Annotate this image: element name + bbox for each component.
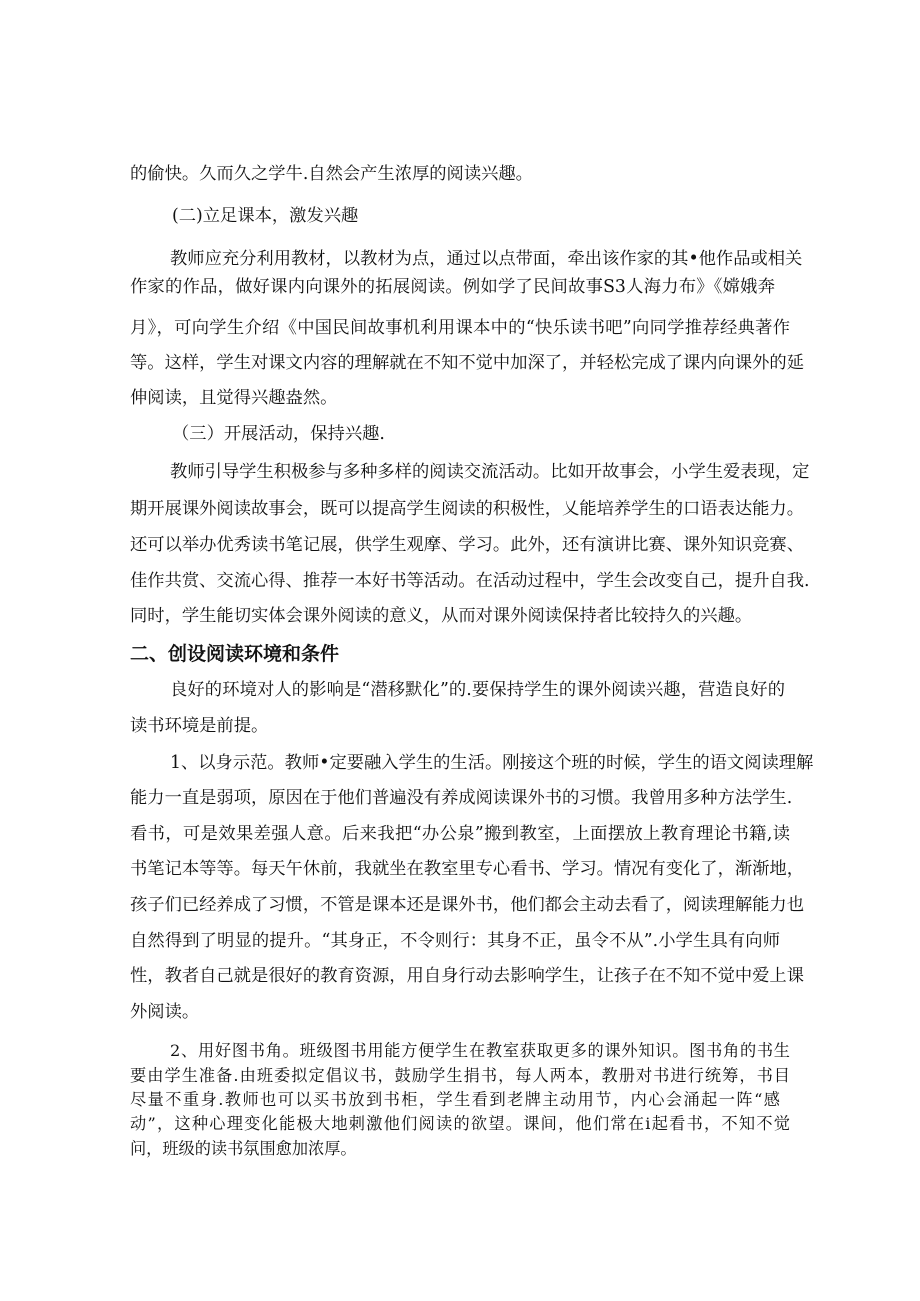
section-title: 二、创设阅读环境和条件 — [130, 643, 340, 665]
paragraph-line: 能力一直是弱项，原因在于他们普遍没有养成阅读课外书的习惯。我曾用多种方法学生. — [130, 788, 793, 808]
paragraph-line: 教师引导学生积极参与多种多样的阅读交流活动。比如开故事会，小学生爱表现，定 — [170, 462, 810, 482]
subsection-heading-3: （三）开展活动，保持兴趣. — [172, 424, 385, 444]
paragraph-line: 2、用好图书角。班级图书用能方便学生在教室获取更多的课外知识。图书角的书生 — [170, 1041, 790, 1060]
paragraph-line: 孩子们已经养成了习惯，不管是课本还是课外书，他们都会主动去看了，阅读理解能力也 — [130, 895, 804, 915]
paragraph-line: 1、以身示范。教师•定要融入学生的生活。刚接这个班的时候，学生的语文阅读理解 — [170, 753, 814, 773]
paragraph-line: 伸阅读，且觉得兴趣盎然。 — [130, 388, 338, 408]
paragraph-continuation: 的偷快。久而久之学牛.自然会产生浓厚的阅读兴趣。 — [130, 164, 533, 184]
paragraph-line: 等。这样，学生对课文内容的理解就在不知不觉中加深了，并轻松完成了课内向课外的延 — [130, 353, 804, 373]
paragraph-line: 尽量不重身.教师也可以买书放到书柜，学生看到老牌主动用节，内心会涌起一阵“感 — [130, 1090, 780, 1109]
subsection-heading-2: (二)立足课本，激发兴趣 — [172, 206, 359, 226]
paragraph-line: 期开展课外阅读故事会，既可以提高学生阅读的积极性，乂能培养学生的口语表达能力。 — [130, 499, 804, 519]
paragraph-line: 性，教者自己就是很好的教育资源，用自身行动去影响学生，让孩子在不知不觉中爱上课 — [130, 966, 804, 986]
paragraph-line: 月》，可向学生介绍《中国民间故事机利用课本中的“快乐读书吧”向同学推荐经典著作 — [130, 318, 790, 338]
paragraph-line: 佳作共赏、交流心得、推荐一本好书等活动。在活动过程中，学生会改变自己，提升自我. — [130, 571, 810, 591]
paragraph-line: 看书，可是效果差强人意。后来我把“办公泉”搬到教室，上面摆放上教育理论书籍,读 — [130, 824, 790, 844]
paragraph-line: 读书环境是前提。 — [130, 716, 269, 736]
paragraph-line: 问，班级的读书氛围愈加浓厚。 — [130, 1139, 357, 1158]
paragraph-line: 动”，这种心理变化能极大地刺激他们阅读的欲望。课间，他们常在i起看书，不知不觉 — [130, 1114, 790, 1133]
paragraph-line: 教师应充分利用教材，以教材为点，通过以点带面，牵出该作家的其•他作品或相关 — [170, 249, 803, 269]
paragraph-line: 书笔记本等等。每天午休前，我就坐在教室里专心看书、学习。情况有变化了，渐渐地， — [130, 859, 804, 879]
paragraph-line: 自然得到了明显的提升。“其身正，不令则行：其身不正，虽令不从”.小学生具有向师 — [130, 931, 780, 951]
paragraph-line: 外阅读。 — [130, 1002, 200, 1022]
paragraph-line: 作家的作品，做好课内向课外的拓展阅读。例如学了民间故事S3人海力布》《嫦娥奔 — [130, 277, 775, 297]
paragraph-line: 要由学生准备.由班委拟定倡议书，鼓励学生捐书，每人两本，教册对书进行统筹，书目 — [130, 1066, 790, 1085]
paragraph-line: 还可以举办优秀读书笔记展，供学生观摩、学习。此外，还有演讲比赛、课外知识竞赛、 — [130, 535, 804, 555]
paragraph-line: 同时，学生能切实体会课外阅读的意义，从而对课外阅读保持者比较持久的兴趣。 — [130, 606, 753, 626]
paragraph-line: 良好的环境对人的影响是“潜移默化”的.要保持学生的课外阅读兴趣，营造良好的 — [170, 680, 785, 700]
